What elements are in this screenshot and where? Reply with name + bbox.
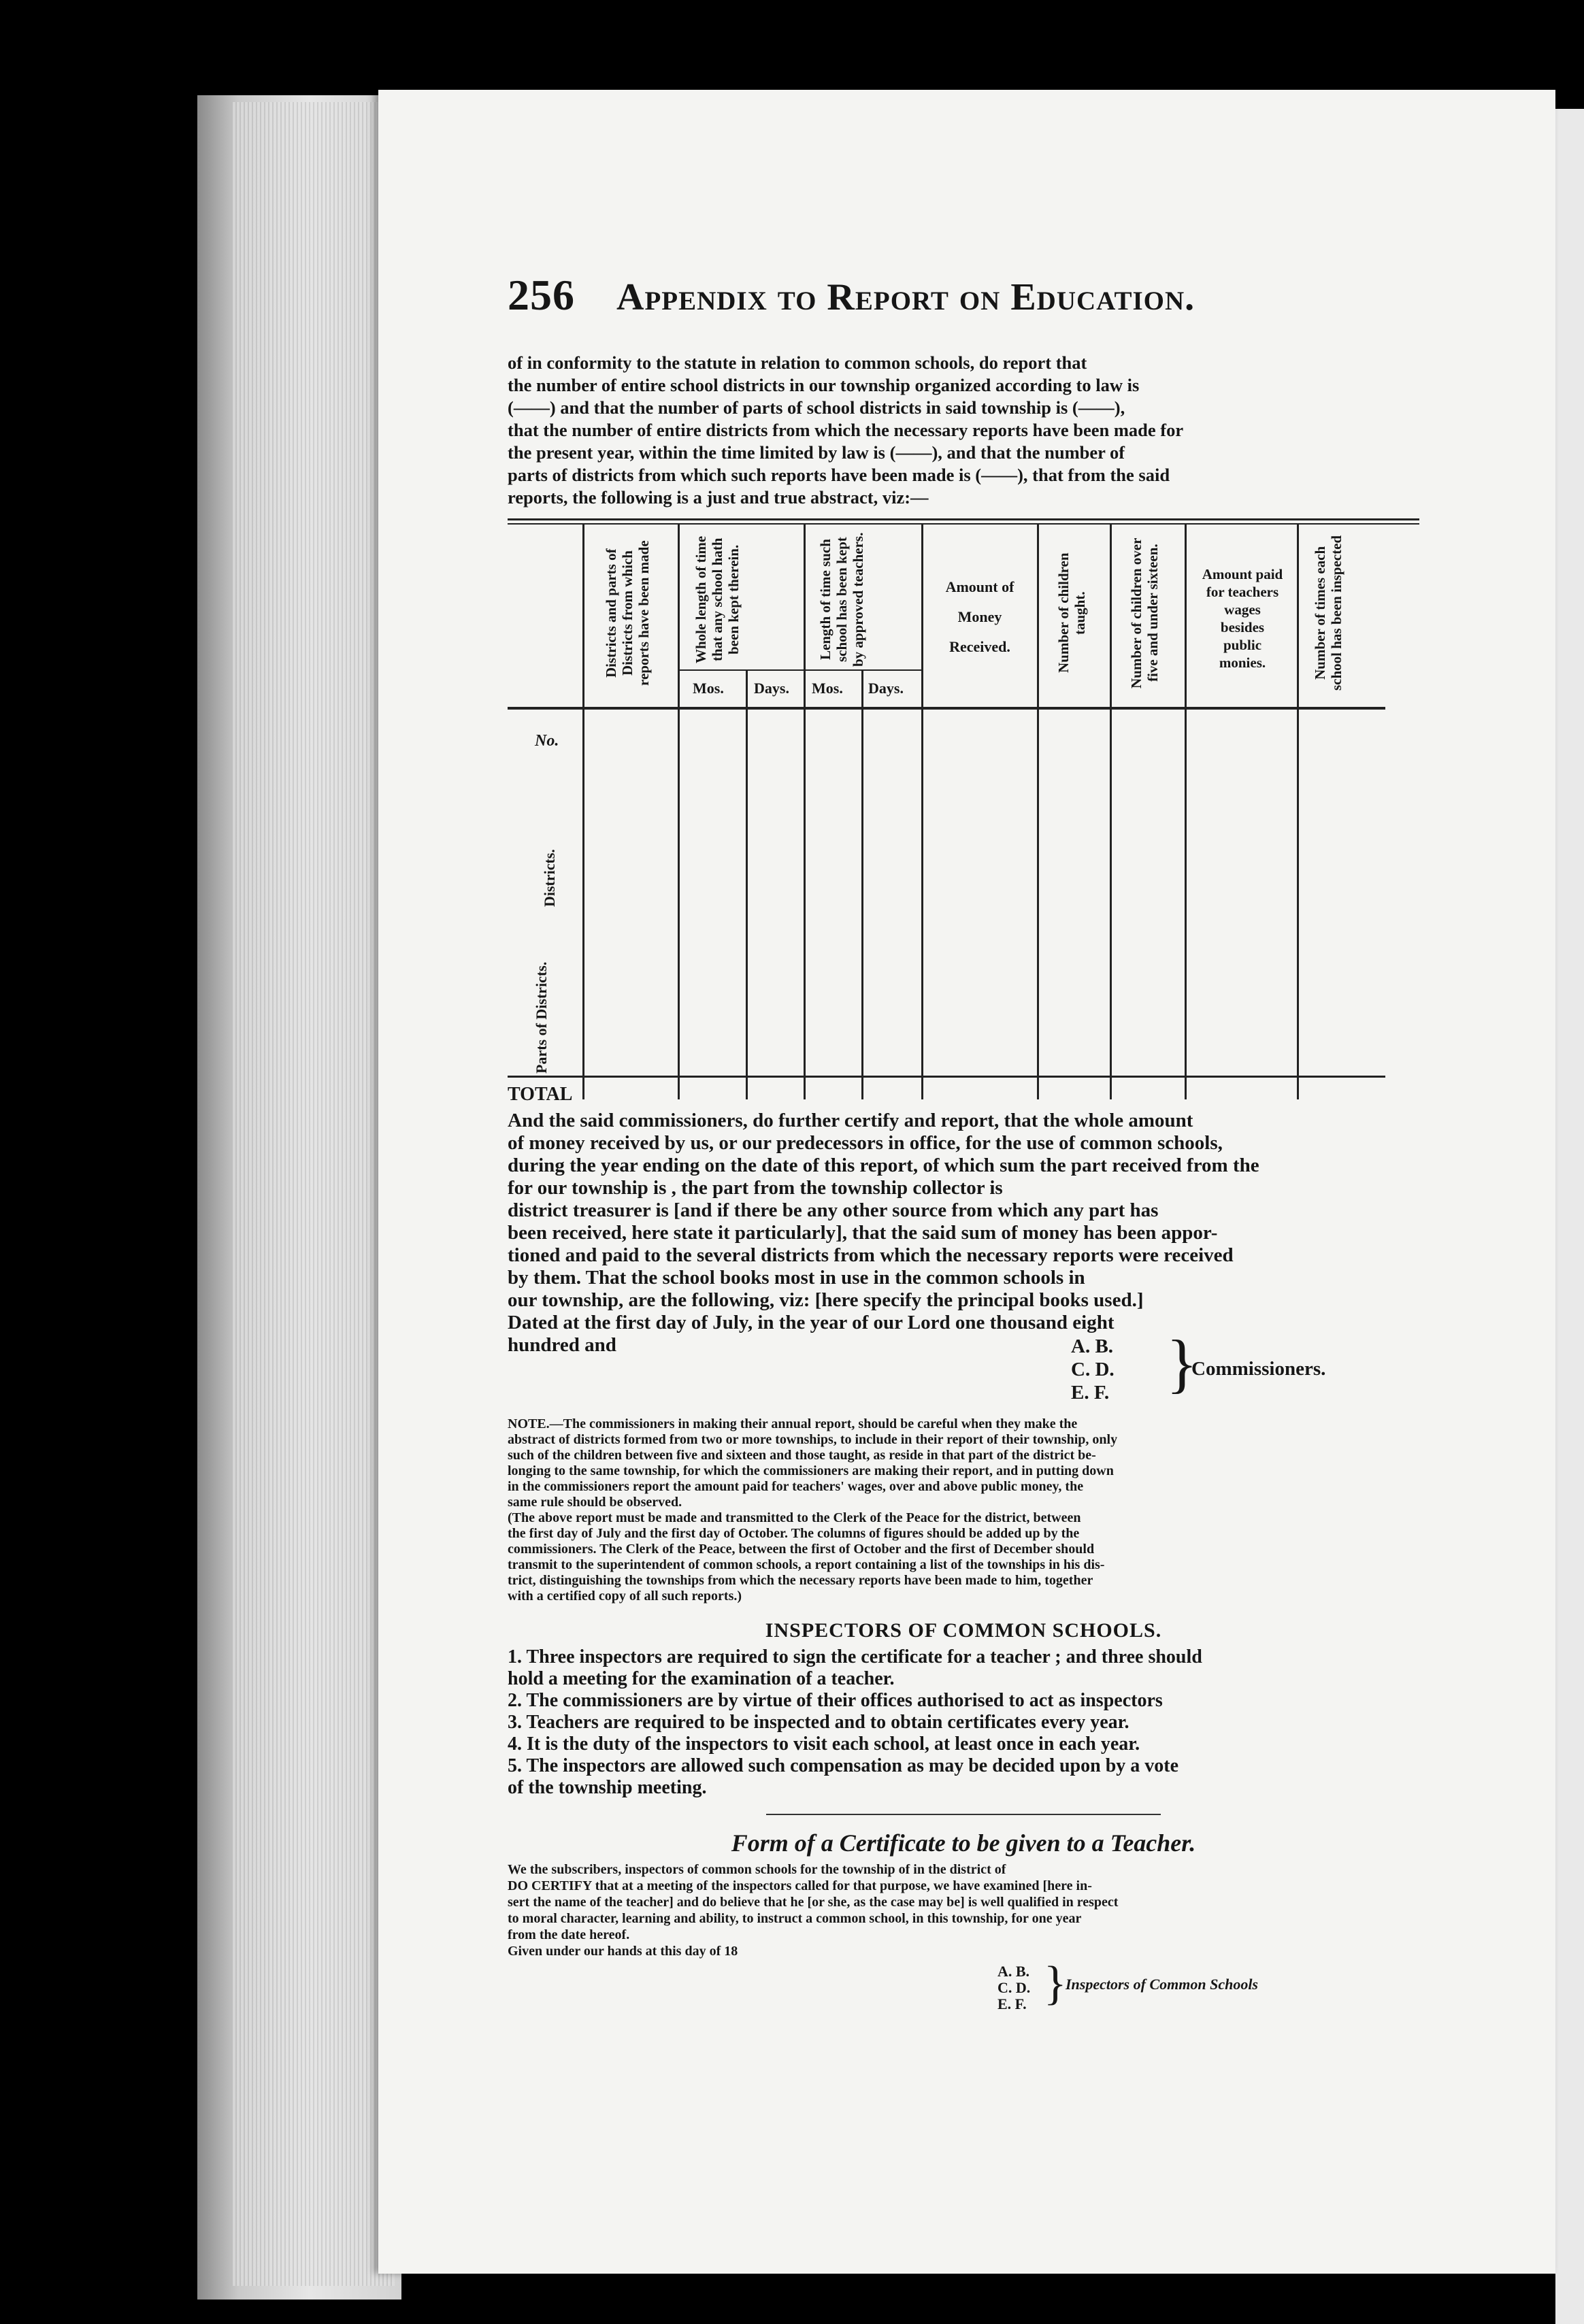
dated-block	[508, 1312, 1419, 1408]
column-divider	[1297, 525, 1299, 1099]
note-line: (The above report must be made and transmitted to the Clerk of the Peace for the district, between	[508, 1510, 1081, 1525]
book-page-edges	[231, 102, 395, 2286]
certificate-signatures	[508, 1959, 1419, 2041]
page-number: 256	[508, 271, 575, 319]
note-line: longing to the same township, for which the commissioners are making their report, and in putting down	[508, 1463, 1114, 1478]
certify-paragraph	[508, 1110, 1419, 1312]
intro-line: that the number of entire districts from which the necessary reports have been made for	[508, 420, 1184, 440]
column-divider	[1185, 525, 1187, 1099]
column-divider	[861, 671, 863, 1099]
column-divider	[582, 525, 584, 1099]
certify-line: And the said commissioners, do further certify and report, that the whole amount	[508, 1110, 1193, 1131]
note-line: abstract of districts formed from two or more townships, to include in their report of their township, only	[508, 1432, 1118, 1447]
certify-line: tioned and paid to the several districts from which the necessary reports were received	[508, 1244, 1234, 1266]
signatory: C. D.	[1071, 1359, 1115, 1380]
column-divider	[746, 671, 748, 1099]
note-line: in the commissioners report the amount paid for teachers' wages, over and above public money, the	[508, 1479, 1084, 1494]
inspector-signatories	[997, 1963, 1030, 2012]
facing-page-edge	[1555, 109, 1584, 2324]
subheader-rule	[678, 669, 921, 671]
certify-line: been received, here state it particularly], that the said sum of money has been appor-	[508, 1222, 1218, 1244]
intro-paragraph	[508, 352, 1419, 509]
certificate-heading: Form of a Certificate to be given to a Teacher.	[731, 1829, 1196, 1857]
header-times-inspected: Number of times each school has been inspected	[1312, 535, 1344, 691]
certificate-line: sert the name of the teacher] and do believe that he [or she, as the case may be] is well qualified in respect	[508, 1895, 1119, 1910]
note-line: same rule should be observed.	[508, 1495, 682, 1510]
certificate-line: from the date hereof.	[508, 1927, 630, 1942]
header-amount-money: Amount of Money Received.	[945, 578, 1014, 655]
certificate-line: to moral character, learning and ability, to instruct a common school, in this township, for one year	[508, 1911, 1082, 1926]
column-divider	[804, 525, 806, 1099]
total-rule	[508, 1076, 1385, 1078]
document-page	[378, 90, 1555, 2274]
subheader-mos: Mos.	[693, 680, 724, 697]
dated-line-2: hundred and	[508, 1334, 616, 1356]
certify-line: for our township is , the part from the township collector is	[508, 1177, 1003, 1199]
row-label-no: No.	[535, 732, 559, 750]
signatory: E. F.	[997, 1995, 1027, 2012]
inspectors-label: Inspectors of Common Schools	[1066, 1976, 1258, 1993]
intro-line: parts of districts from which such reports have been made is (——), that from the said	[508, 465, 1170, 485]
certify-line: by them. That the school books most in use in the common schools in	[508, 1267, 1085, 1289]
header-amount-paid: Amount paid for teachers wages besides public monies.	[1202, 566, 1283, 671]
note-line: with a certified copy of all such reports.)	[508, 1589, 742, 1604]
inspectors-rules	[508, 1646, 1419, 1799]
signatory: E. F.	[1071, 1382, 1110, 1404]
commissioners-label: Commissioners.	[1191, 1358, 1326, 1380]
note-line: NOTE.—The commissioners in making their annual report, should be careful when they make the	[508, 1416, 1078, 1431]
page-header	[508, 270, 1419, 345]
note-block	[508, 1416, 1419, 1604]
commissioner-signatories	[1071, 1335, 1115, 1404]
rule-line: 5. The inspectors are allowed such compensation as may be decided upon by a vote	[508, 1755, 1179, 1776]
certify-line: during the year ending on the date of this report, of which sum the part received from the	[508, 1155, 1259, 1176]
section-divider	[766, 1814, 1161, 1815]
intro-line: the number of entire school districts in our township organized according to law is	[508, 375, 1140, 395]
signatory: A. B.	[1071, 1335, 1114, 1357]
row-label-districts: Districts.	[541, 849, 558, 908]
note-line: transmit to the superintendent of common schools, a report containing a list of the townships in his dis-	[508, 1557, 1105, 1572]
certificate-text	[508, 1861, 1419, 1959]
row-label-parts: Parts of Districts.	[533, 961, 550, 1074]
note-line: commissioners. The Clerk of the Peace, between the first of October and the first of December should	[508, 1542, 1095, 1557]
brace-icon: }	[1166, 1327, 1198, 1399]
header-approved-length: Length of time such school has been kept by approved teachers.	[817, 532, 866, 667]
note-line: trict, distinguishing the townships from which the necessary reports have been made to him, together	[508, 1573, 1093, 1588]
certificate-line: DO CERTIFY that at a meeting of the inspectors called for that purpose, we have examined [here in-	[508, 1878, 1092, 1893]
note-line: the first day of July and the first day of October. The columns of figures should be added up by the	[508, 1526, 1080, 1541]
dated-line: Dated at the first day of July, in the year of our Lord one thousand eight	[508, 1312, 1115, 1333]
abstract-table	[508, 525, 1419, 1110]
subheader-mos: Mos.	[812, 680, 843, 697]
header-bottom-rule	[508, 707, 1385, 710]
intro-line: (——) and that the number of parts of school districts in said township is (——),	[508, 397, 1125, 418]
running-title: Appendix to Report on Education.	[616, 276, 1195, 318]
rule-line: of the township meeting.	[508, 1777, 707, 1798]
header-whole-length: Whole length of time that any school hath been kept therein.	[693, 535, 742, 663]
signatory: C. D.	[997, 1979, 1031, 1996]
column-divider	[1110, 525, 1112, 1099]
rule-line: hold a meeting for the examination of a teacher.	[508, 1668, 895, 1689]
inspectors-heading: INSPECTORS OF COMMON SCHOOLS.	[765, 1619, 1162, 1642]
table-top-rule	[508, 518, 1419, 525]
page-content	[508, 270, 1419, 2041]
brace-icon: }	[1044, 1957, 1067, 2010]
certificate-line: Given under our hands at this day of 18	[508, 1944, 738, 1959]
column-divider	[678, 525, 680, 1099]
certify-line: of money received by us, or our predecessors in office, for the use of common schools,	[508, 1132, 1223, 1154]
subheader-days: Days.	[754, 680, 789, 697]
header-children-5-16: Number of children over five and under sixteen.	[1128, 537, 1161, 688]
certify-line: district treasurer is [and if there be any other source from which any part has	[508, 1199, 1159, 1221]
column-divider	[1037, 525, 1039, 1099]
intro-line: of in conformity to the statute in relation to common schools, do report that	[508, 352, 1087, 373]
row-label-total: TOTAL	[508, 1084, 573, 1105]
signatory: A. B.	[997, 1963, 1030, 1980]
subheader-days: Days.	[868, 680, 904, 697]
rule-line: 4. It is the duty of the inspectors to visit each school, at least once in each year.	[508, 1733, 1140, 1755]
column-divider	[921, 525, 923, 1099]
note-line: such of the children between five and sixteen and those taught, as reside in that part of the district be-	[508, 1448, 1096, 1463]
intro-line: the present year, within the time limited by law is (——), and that the number of	[508, 442, 1125, 463]
certify-line: our township, are the following, viz: [here specify the principal books used.]	[508, 1289, 1144, 1311]
certificate-line: We the subscribers, inspectors of common schools for the township of in the district of	[508, 1862, 1006, 1877]
header-children-taught: Number of children taught.	[1055, 552, 1088, 674]
rule-line: 3. Teachers are required to be inspected and to obtain certificates every year.	[508, 1712, 1129, 1733]
note-paragraph	[508, 1510, 1419, 1604]
intro-line: reports, the following is a just and true abstract, viz:—	[508, 487, 929, 508]
header-districts-reported: Districts and parts of Districts from which reports have been made	[603, 540, 652, 686]
rule-line: 2. The commissioners are by virtue of their offices authorised to act as inspectors	[508, 1690, 1163, 1711]
note-paragraph	[508, 1416, 1419, 1510]
rule-line: 1. Three inspectors are required to sign the certificate for a teacher ; and three should	[508, 1646, 1202, 1667]
